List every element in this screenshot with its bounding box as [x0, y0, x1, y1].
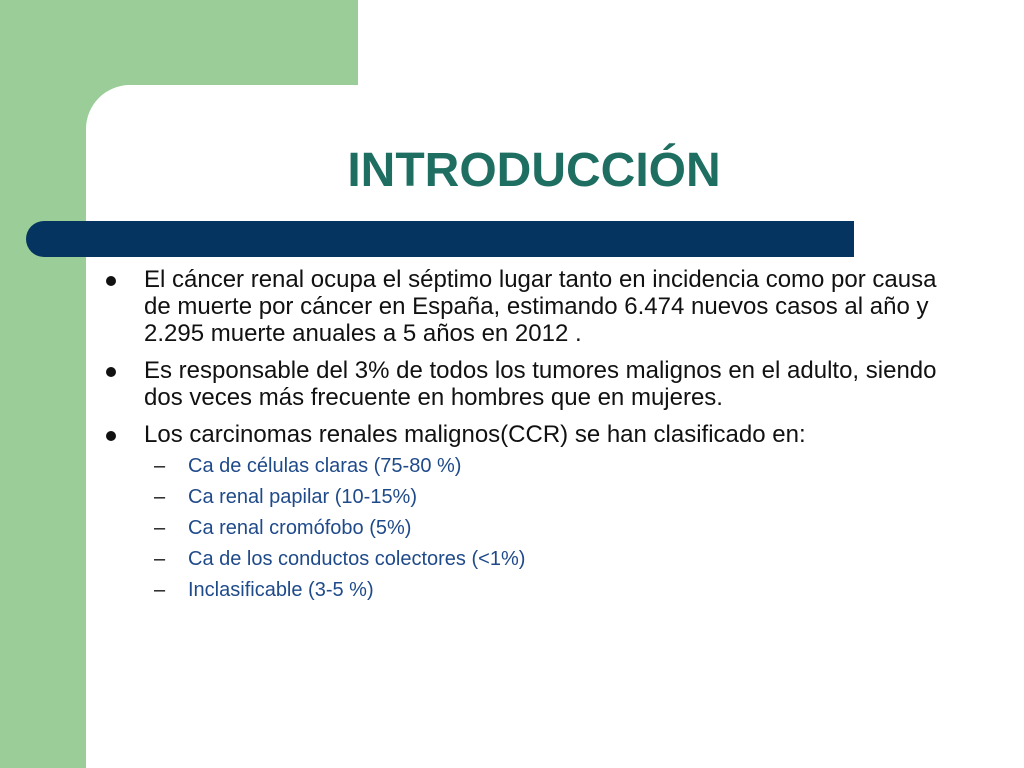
slide-title: INTRODUCCIÓN	[347, 144, 721, 197]
sub-bullet-text: Inclasificable (3-5 %)	[188, 579, 374, 601]
sub-bullet-text: Ca renal papilar (10-15%)	[188, 486, 418, 508]
sub-bullet-item	[100, 516, 960, 541]
bullet-item	[100, 357, 960, 411]
sub-bullet-list	[144, 454, 960, 603]
sub-bullet-item	[100, 578, 960, 603]
dash-icon: –	[154, 455, 166, 477]
bullet-dot-icon	[106, 276, 116, 286]
sub-bullet-item	[100, 547, 960, 572]
bullet-text: Es responsable del 3% de todos los tumores malignos en el adulto, siendo dos veces más frecuente en hombres que en mujeres.	[144, 357, 937, 411]
dash-icon: –	[154, 517, 166, 539]
dash-icon: –	[154, 548, 166, 570]
title-underline-bar	[26, 221, 854, 257]
bullet-item	[100, 421, 960, 603]
sub-bullet-text: Ca renal cromófobo (5%)	[188, 517, 412, 539]
dash-icon: –	[154, 579, 166, 601]
sub-bullet-text: Ca de los conductos colectores (<1%)	[188, 548, 526, 570]
bullet-list	[100, 266, 960, 613]
sub-bullet-item	[100, 485, 960, 510]
sub-bullet-text: Ca de células claras (75-80 %)	[188, 455, 462, 477]
sub-bullet-item	[100, 454, 960, 479]
bullet-text: El cáncer renal ocupa el séptimo lugar tanto en incidencia como por causa de muerte por cáncer en España, estimando 6.474 nuevos casos al año y 2.295 muerte anuales a 5 años en 2012 .	[144, 266, 937, 347]
decorative-white-top	[358, 0, 1024, 90]
bullet-dot-icon	[106, 431, 116, 441]
bullet-item	[100, 266, 960, 347]
bullet-dot-icon	[106, 367, 116, 377]
dash-icon: –	[154, 486, 166, 508]
bullet-text: Los carcinomas renales malignos(CCR) se han clasificado en:	[144, 421, 806, 448]
